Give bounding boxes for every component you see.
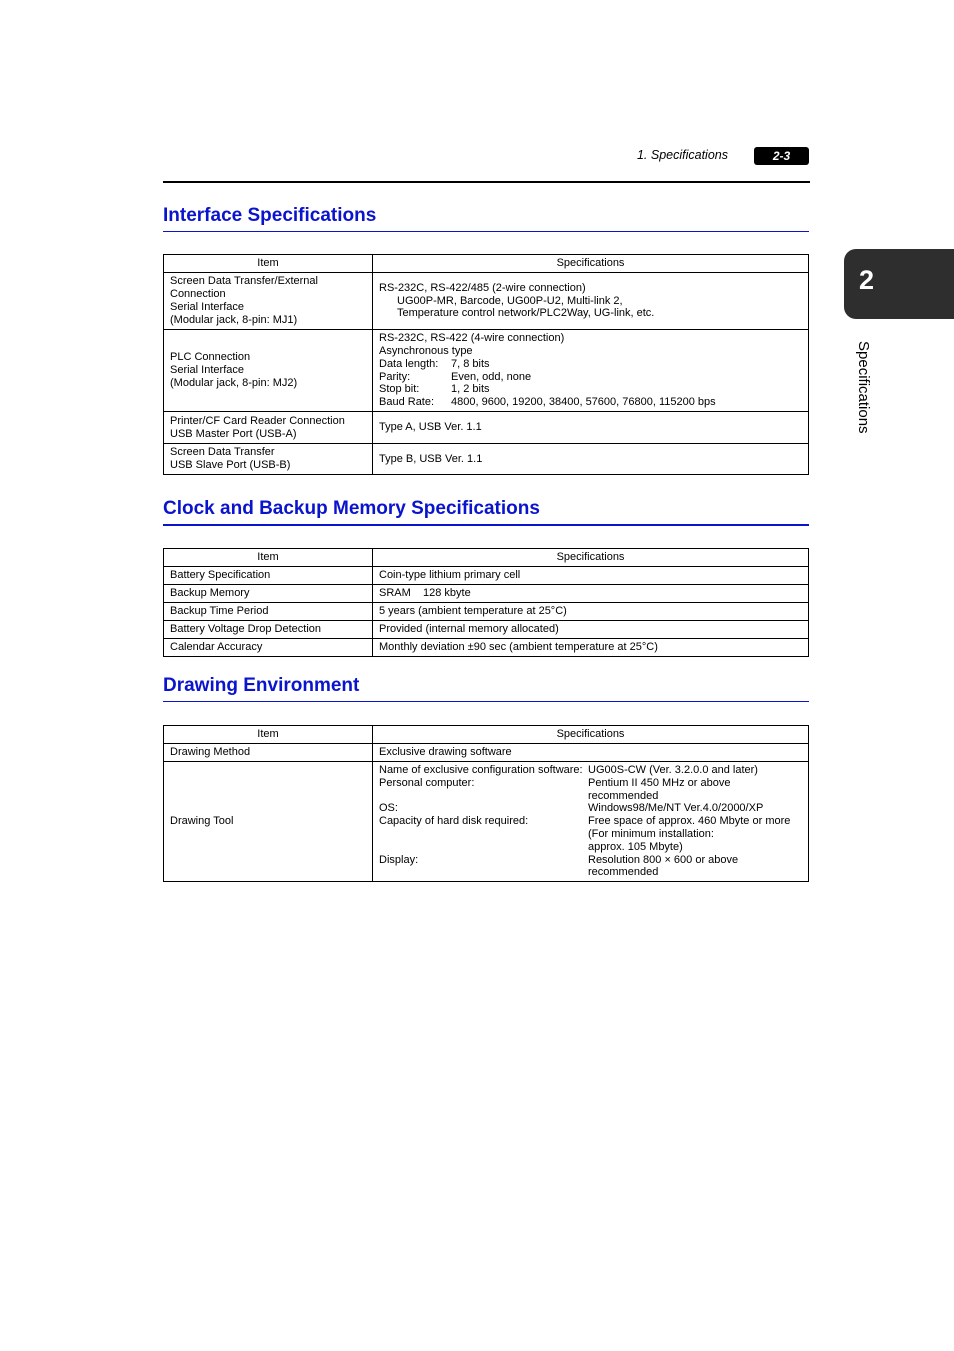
table-header-row <box>164 255 809 273</box>
spec-cell: Type B, USB Ver. 1.1 <box>373 444 809 475</box>
spec-cell: 5 years (ambient temperature at 25°C) <box>373 603 809 621</box>
clock-spec-table <box>163 548 809 657</box>
item-cell: Drawing Tool <box>164 762 373 882</box>
item-cell: Screen Data Transfer/External Connection Serial Interface (Modular jack, 8-pin: MJ1) <box>164 273 373 330</box>
column-header-spec: Specifications <box>373 549 809 567</box>
table-row <box>164 412 809 444</box>
running-header-title: 1. Specifications <box>636 148 728 162</box>
item-cell: PLC Connection Serial Interface (Modular jack, 8-pin: MJ2) <box>164 330 373 412</box>
column-header-spec: Specifications <box>373 726 809 744</box>
item-cell: Backup Memory <box>164 585 373 603</box>
section-title-interface: Interface Specifications <box>163 205 809 232</box>
item-cell: Printer/CF Card Reader Connection USB Master Port (USB-A) <box>164 412 373 444</box>
table-row <box>164 762 809 882</box>
chapter-number: 2 <box>859 265 875 295</box>
table-header-row <box>164 549 809 567</box>
page-number-badge: 2-3 <box>754 147 809 165</box>
interface-spec-table <box>163 254 809 475</box>
table-row <box>164 444 809 475</box>
item-cell: Battery Specification <box>164 567 373 585</box>
table-row <box>164 330 809 412</box>
spec-cell: Provided (internal memory allocated) <box>373 621 809 639</box>
item-cell: Battery Voltage Drop Detection <box>164 621 373 639</box>
spec-cell: RS-232C, RS-422 (4-wire connection) Asynchronous type Data length: 7, 8 bits Parity: Even, odd, none Stop bit: 1, 2 bits Baud Rate: 4800, 9600, 19200, 38400, 57600, 76800, 115200 bps <box>373 330 809 412</box>
chapter-side-label: Specifications <box>855 341 872 434</box>
column-header-spec: Specifications <box>373 255 809 273</box>
item-cell: Drawing Method <box>164 744 373 762</box>
table-row <box>164 273 809 330</box>
table-row <box>164 567 809 585</box>
column-header-item: Item <box>164 726 373 744</box>
spec-cell: SRAM 128 kbyte <box>373 585 809 603</box>
table-row <box>164 744 809 762</box>
table-header-row <box>164 726 809 744</box>
table-row <box>164 585 809 603</box>
table-row <box>164 621 809 639</box>
section-title-clock: Clock and Backup Memory Specifications <box>163 498 809 526</box>
table-row <box>164 603 809 621</box>
spec-cell: Name of exclusive configuration software: UG00S-CW (Ver. 3.2.0.0 and later) Personal computer: Pentium II 450 MHz or above recommended OS: Windows98/Me/NT Ver.4.0/2000/XP Capacity of hard disk required: Free space of approx. 460 Mbyte or more (For minimum installation: approx. 105 Mbyte) Display: Resolution 800 × 600 or above recommended <box>373 762 809 882</box>
spec-cell: Coin-type lithium primary cell <box>373 567 809 585</box>
spec-cell: Exclusive drawing software <box>373 744 809 762</box>
item-cell: Screen Data Transfer USB Slave Port (USB-B) <box>164 444 373 475</box>
table-row <box>164 639 809 657</box>
spec-cell: RS-232C, RS-422/485 (2-wire connection) UG00P-MR, Barcode, UG00P-U2, Multi-link 2, Temperature control network/PLC2Way, UG-link, etc. <box>373 273 809 330</box>
drawing-spec-table <box>163 725 809 882</box>
spec-cell: Type A, USB Ver. 1.1 <box>373 412 809 444</box>
header-rule <box>163 181 810 183</box>
item-cell: Calendar Accuracy <box>164 639 373 657</box>
section-title-drawing: Drawing Environment <box>163 675 809 702</box>
spec-cell: Monthly deviation ±90 sec (ambient temperature at 25°C) <box>373 639 809 657</box>
item-cell: Backup Time Period <box>164 603 373 621</box>
chapter-tab <box>844 249 954 319</box>
column-header-item: Item <box>164 549 373 567</box>
column-header-item: Item <box>164 255 373 273</box>
